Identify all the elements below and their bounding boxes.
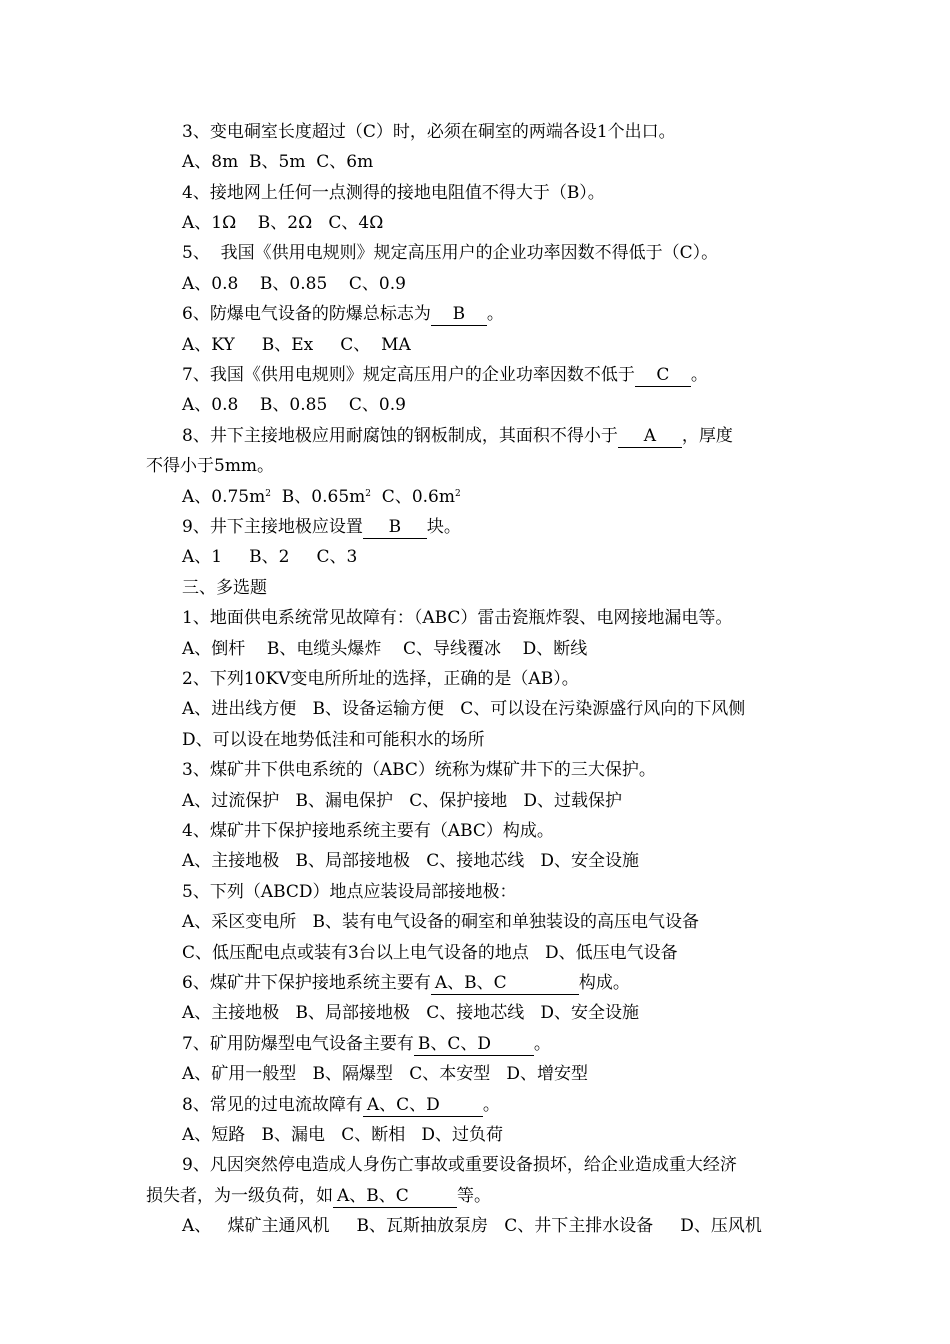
options-3: A、8m B、5m C、6m — [182, 152, 374, 172]
question-8: 8、井下主接地极应用耐腐蚀的钢板制成，其面积不得小于 A ，厚度 — [182, 426, 733, 446]
multi-options-9: A、 煤矿主通风机 B、瓦斯抽放泵房 C、井下主排水设备 D、压风机 — [182, 1216, 762, 1236]
question-4: 4、接地网上任何一点测得的接地电阻值不得大于（B）。 — [182, 183, 605, 203]
multi-options-2: A、进出线方便 B、设备运输方便 C、可以设在污染源盛行风向的下风侧 — [182, 699, 746, 719]
multi-options-2-continued: D、可以设在地势低洼和可能积水的场所 — [182, 730, 485, 750]
question-7: 7、我国《供用电规则》规定高压用户的企业功率因数不低于 C 。 — [182, 365, 708, 385]
multi-question-9: 9、凡因突然停电造成人身伤亡事故或重要设备损坏，给企业造成重大经济 — [182, 1155, 737, 1175]
answer-blank: A — [618, 425, 682, 448]
multi-options-3: A、过流保护 B、漏电保护 C、保护接地 D、过载保护 — [182, 791, 623, 811]
options-6: A、KY B、Ex C、 MA — [182, 335, 411, 355]
options-4: A、1Ω B、2Ω C、4Ω — [182, 213, 384, 233]
answer-blank: C — [635, 364, 691, 387]
question-9: 9、井下主接地极应设置 B 块。 — [182, 517, 461, 537]
options-5: A、0.8 B、0.85 C、0.9 — [182, 274, 406, 294]
multi-question-6: 6、煤矿井下保护接地系统主要有 A、B、C 构成。 — [182, 973, 630, 993]
multi-options-1: A、倒杆 B、电缆头爆炸 C、导线覆冰 D、断线 — [182, 639, 588, 659]
answer-blank: B — [431, 303, 487, 326]
question-6: 6、防爆电气设备的防爆总标志为 B 。 — [182, 304, 504, 324]
options-7: A、0.8 B、0.85 C、0.9 — [182, 395, 406, 415]
multi-question-8: 8、常见的过电流故障有 A、C、D 。 — [182, 1095, 500, 1115]
options-8: A、$0.75m^2$ B、$0.65m^2$ C、$0.6m^2$ — [182, 487, 461, 507]
multi-options-5-continued: C、低压配电点或装有3台以上电气设备的地点 D、低压电气设备 — [182, 943, 678, 963]
multi-question-7: 7、矿用防爆型电气设备主要有 B、C、D 。 — [182, 1034, 551, 1054]
multi-options-6: A、主接地极 B、局部接地极 C、接地芯线 D、安全设施 — [182, 1003, 640, 1023]
answer-blank: B — [363, 516, 427, 539]
multi-options-7: A、矿用一般型 B、隔爆型 C、本安型 D、增安型 — [182, 1064, 589, 1084]
multi-options-5: A、采区变电所 B、装有电气设备的硐室和单独装设的高压电气设备 — [182, 912, 699, 932]
question-8-continued: 不得小于5mm。 — [146, 456, 275, 476]
multi-question-4: 4、煤矿井下保护接地系统主要有（ABC）构成。 — [182, 821, 554, 841]
multi-question-3: 3、煤矿井下供电系统的（ABC）统称为煤矿井下的三大保护。 — [182, 760, 656, 780]
answer-blank: A、B、C — [333, 1185, 457, 1208]
multi-options-4: A、主接地极 B、局部接地极 C、接地芯线 D、安全设施 — [182, 851, 640, 871]
answer-blank: B、C、D — [414, 1033, 534, 1056]
answer-blank: A、B、C — [431, 972, 579, 995]
multi-question-2: 2、下列10KV变电所所址的选择，正确的是（AB）。 — [182, 669, 579, 689]
options-9: A、1 B、2 C、3 — [182, 547, 358, 567]
question-5: 5、 我国《供用电规则》规定高压用户的企业功率因数不得低于（C）。 — [182, 243, 719, 263]
section-heading: 三、多选题 — [182, 578, 267, 598]
question-3: 3、变电硐室长度超过（C）时，必须在硐室的两端各设1个出口。 — [182, 122, 676, 142]
multi-question-1: 1、地面供电系统常见故障有：（ABC）雷击瓷瓶炸裂、电网接地漏电等。 — [182, 608, 733, 628]
multi-options-8: A、短路 B、漏电 C、断相 D、过负荷 — [182, 1125, 504, 1145]
multi-question-9-continued: 损失者，为一级负荷，如 A、B、C 等。 — [146, 1186, 491, 1206]
answer-blank: A、C、D — [363, 1094, 483, 1117]
multi-question-5: 5、下列（ABCD）地点应装设局部接地极： — [182, 882, 517, 902]
